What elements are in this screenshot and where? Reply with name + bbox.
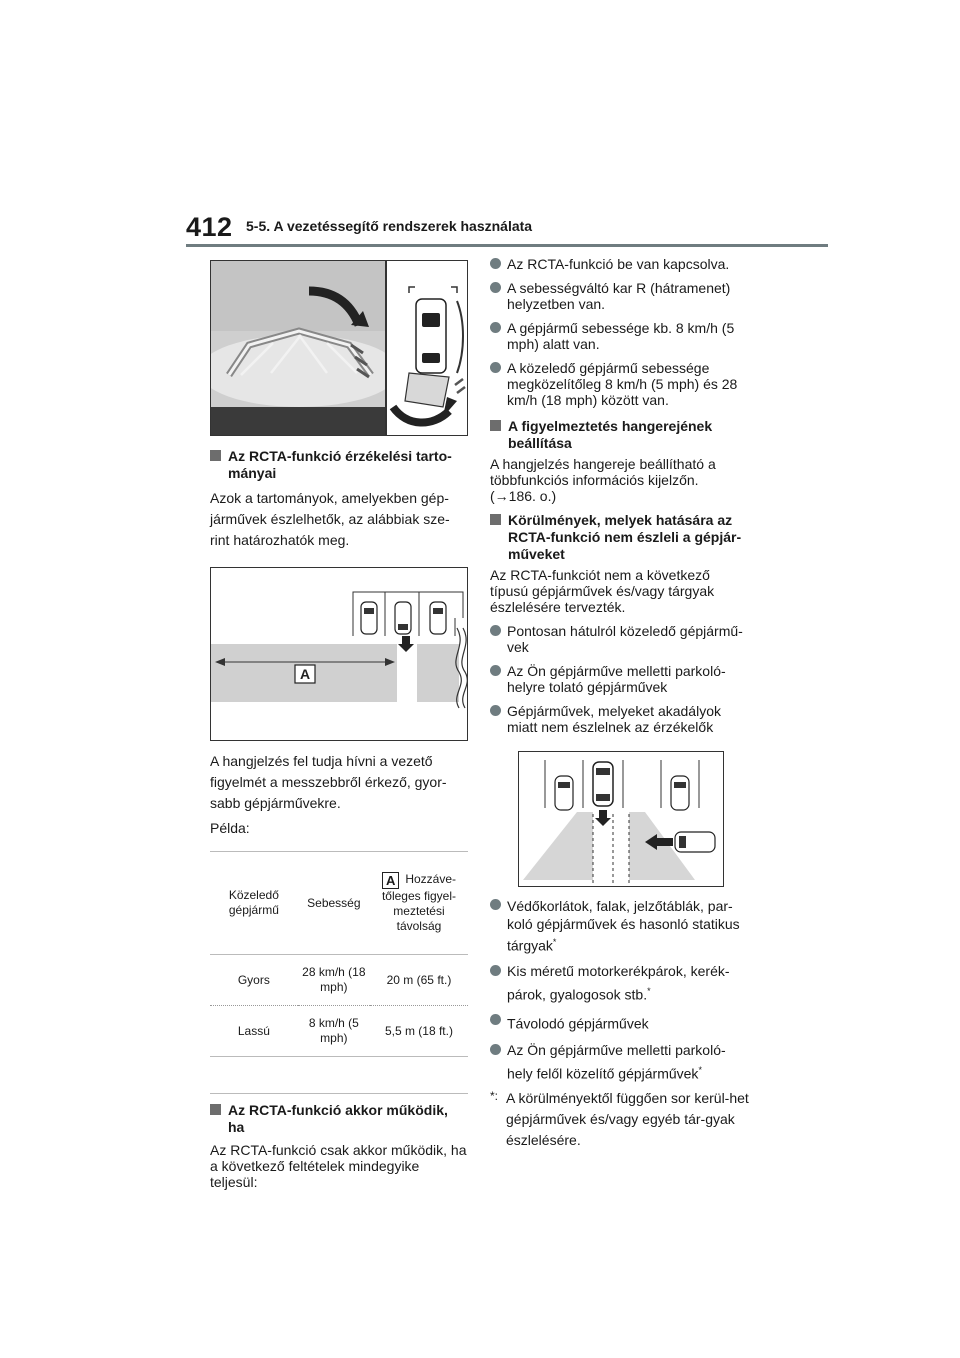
bullet-dot <box>490 1044 501 1055</box>
table-header-row <box>210 852 468 955</box>
heading-detection-ranges-text: Az RCTA-funkció érzékelési tarto-mányai <box>228 448 452 481</box>
heading-volume-setting <box>490 418 750 452</box>
rcta-camera-illustration <box>210 260 468 436</box>
warning-distance-table <box>210 851 468 1057</box>
table-cell: Lassú <box>210 1006 298 1057</box>
bullet-dot <box>490 625 501 636</box>
list-item-text: A sebességváltó kar R (hátramenet) helyzetben van. <box>507 280 731 312</box>
list-item-text: Gépjárművek, melyeket akadályok miatt nem észlelnek az érzékelők <box>507 703 721 735</box>
table-header-cell: Közeledő gépjármű <box>210 852 298 955</box>
list-item-text: Pontosan hátulról közeledő gépjármű-vek <box>507 623 743 655</box>
detection-range-diagram <box>210 567 468 741</box>
left-column <box>210 260 468 1190</box>
page-reference-link[interactable]: (→186. o.) <box>490 488 557 504</box>
heading-square-marker <box>210 1104 221 1115</box>
footnote-marker: * <box>647 985 651 996</box>
heading-operation-conditions <box>210 1102 468 1136</box>
heading-non-detection <box>490 512 750 563</box>
table-range-marker: A <box>382 872 399 889</box>
table-header-text: Hozzáve-tőleges figyel-meztetési távolság <box>381 872 457 933</box>
footnote-mark: *: <box>490 1088 499 1103</box>
heading-non-detection-text: Körülmények, melyek hatására az RCTA-funkció nem észleli a gépjár-műveket <box>508 512 742 562</box>
list-item-text: A gépjármű sebessége kb. 8 km/h (5 mph) alatt van. <box>507 320 735 352</box>
list-item <box>490 320 750 352</box>
list-item <box>490 663 750 695</box>
bullet-dot <box>490 965 501 976</box>
example-label: Példa: <box>210 820 250 836</box>
table-cell: 28 km/h (18 mph) <box>298 955 370 1006</box>
range-label-a: A <box>299 666 311 682</box>
list-item <box>490 1010 750 1034</box>
heading-operation-conditions-text: Az RCTA-funkció akkor működik, ha <box>228 1102 448 1135</box>
rcta-camera-svg <box>211 261 467 435</box>
list-item-text: Távolodó gépjárművek <box>507 1015 649 1032</box>
heading-square-marker <box>490 514 501 525</box>
paragraph-operation-conditions: Az RCTA-funkció csak akkor működik, ha a következő feltételek mindegyike teljesül: <box>210 1142 467 1190</box>
footnote-text: A körülményektől függően sor kerül-het gépjárművek és/vagy egyéb tár-gyak észlelésére. <box>506 1089 749 1148</box>
list-item <box>490 1040 750 1084</box>
bullet-dot <box>490 1014 501 1025</box>
bullet-dot <box>490 258 501 269</box>
paragraph-volume-setting: A hangjelzés hangereje beállítható a többfunkciós információs kijelzőn. <box>490 456 716 488</box>
list-item-text: Védőkorlátok, falak, jelzőtáblák, par-koló gépjárművek és hasonló statikus tárgyak <box>507 898 740 954</box>
list-item <box>490 360 750 408</box>
section-title: 5-5. A vezetéssegítő rendszerek használata <box>246 218 533 234</box>
list-item <box>490 961 750 1005</box>
heading-square-marker <box>490 420 501 431</box>
heading-detection-ranges <box>210 448 468 482</box>
list-item <box>490 703 750 735</box>
page-number: 412 <box>186 212 233 242</box>
list-item-text: Az Ön gépjárműve melletti parkoló-hely felől közelítő gépjárművek <box>507 1041 726 1082</box>
footnote-marker: * <box>552 937 557 947</box>
bullet-dot <box>490 899 501 910</box>
list-item-text: Kis méretű motorkerékpárok, kerék-párok, gyalogosok stb. <box>507 962 730 1003</box>
paragraph-detection-ranges: Azok a tartományok, amelyekben gép-járművek észlelhetők, az alábbiak sze-rint határozhatók meg. <box>210 490 450 548</box>
table-header-cell: Sebesség <box>298 852 370 955</box>
list-item <box>490 623 750 655</box>
table-row <box>210 955 468 1006</box>
bullet-dot <box>490 282 501 293</box>
table-cell: 20 m (65 ft.) <box>370 955 468 1006</box>
footnote-marker: * <box>698 1064 702 1075</box>
heading-volume-setting-text: A figyelmeztetés hangerejének beállítása <box>508 418 713 451</box>
heading-square-marker <box>210 450 221 461</box>
list-item <box>490 897 750 955</box>
paragraph-warning-note: A hangjelzés fel tudja hívni a vezető figyelmét a messzebbről érkező, gyor-sabb gépjárművekre. <box>210 753 447 811</box>
detection-range-svg <box>211 568 467 740</box>
bullet-dot <box>490 665 501 676</box>
list-item-text: Az Ön gépjárműve melletti parkoló-helyre tolató gépjárművek <box>507 663 726 695</box>
table-cell: 8 km/h (5 mph) <box>298 1006 370 1057</box>
bullet-dot <box>490 362 501 373</box>
list-item-text: Az RCTA-funkció be van kapcsolva. <box>507 256 730 272</box>
list-item <box>490 280 750 312</box>
paragraph-non-detection: Az RCTA-funkciót nem a következő típusú gépjárművek és/vagy tárgyak észlelésére tervezték. <box>490 567 715 615</box>
table-cell: Gyors <box>210 955 298 1006</box>
table-cell: 5,5 m (18 ft.) <box>370 1006 468 1057</box>
table-row <box>210 1006 468 1057</box>
section-separator <box>210 1093 468 1094</box>
right-column <box>490 256 750 1151</box>
footnote <box>490 1088 750 1151</box>
header-rule <box>186 244 828 247</box>
obstructed-sensor-svg <box>519 752 723 886</box>
bullet-dot <box>490 322 501 333</box>
list-item-text: A közeledő gépjármű sebessége megközelítőleg 8 km/h (5 mph) és 28 km/h (18 mph) között van. <box>507 360 738 408</box>
obstructed-sensor-diagram <box>518 751 724 887</box>
bullet-dot <box>490 705 501 716</box>
table-header-cell <box>370 852 468 955</box>
list-item <box>490 256 750 272</box>
